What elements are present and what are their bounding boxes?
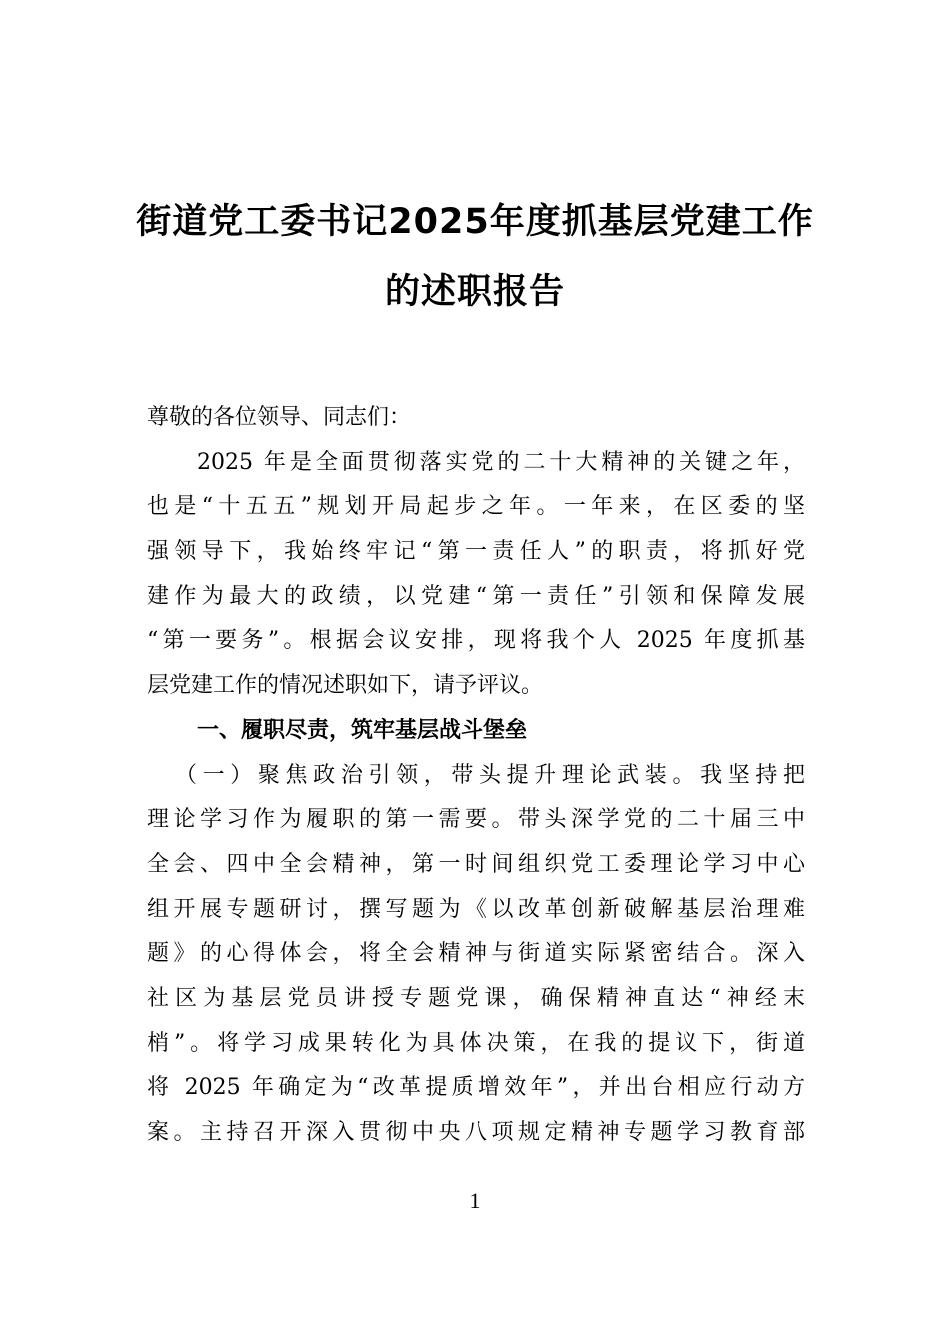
paragraph-line: 梢”。将学习成果转化为具体决策，在我的提议下，街道 xyxy=(147,1030,805,1056)
paragraph-line: 层党建工作的情况述职如下，请予评议。 xyxy=(147,673,544,699)
paragraph-line: 全会、四中全会精神，第一时间组织党工委理论学习中心 xyxy=(147,851,805,877)
paragraph-line: 建作为最大的政绩，以党建“第一责任”引领和保障发展 xyxy=(147,583,805,609)
paragraph-line: 2025 年是全面贯彻落实党的二十大精神的关键之年， xyxy=(197,449,805,475)
paragraph-line: 强领导下，我始终牢记“第一责任人”的职责，将抓好党 xyxy=(147,539,805,565)
paragraph-line: 理论学习作为履职的第一需要。带头深学党的二十届三中 xyxy=(147,807,805,833)
paragraph-line: 社区为基层党员讲授专题党课，确保精神直达“神经末 xyxy=(147,985,805,1011)
document-body xyxy=(147,401,805,1161)
paragraph-line: 案。主持召开深入贯彻中央八项规定精神专题学习教育部 xyxy=(147,1120,805,1145)
paragraph-line: 也是“十五五”规划开局起步之年。一年来，在区委的坚 xyxy=(147,494,805,520)
paragraph-line: 题》的心得体会，将全会精神与街道实际紧密结合。深入 xyxy=(147,941,805,967)
paragraph-line: “第一要务”。根据会议安排，现将我个人 2025 年度抓基 xyxy=(147,628,805,654)
paragraph-line: （一）聚焦政治引领，带头提升理论武装。我坚持把 xyxy=(175,762,805,788)
document-title-line-2: 的述职报告 xyxy=(384,272,565,312)
document-title-line-1: 街道党工委书记2025年度抓基层党建工作 xyxy=(136,202,814,242)
paragraph-line: 将 2025 年确定为“改革提质增效年”，并出台相应行动方 xyxy=(147,1075,805,1101)
page-number: 1 xyxy=(469,1188,481,1213)
paragraph-line: 组开展专题研讨，撰写题为《以改革创新破解基层治理难 xyxy=(147,896,805,922)
section-heading: 一、履职尽责，筑牢基层战斗堡垒 xyxy=(197,717,528,743)
salutation: 尊敬的各位领导、同志们： xyxy=(147,405,412,430)
